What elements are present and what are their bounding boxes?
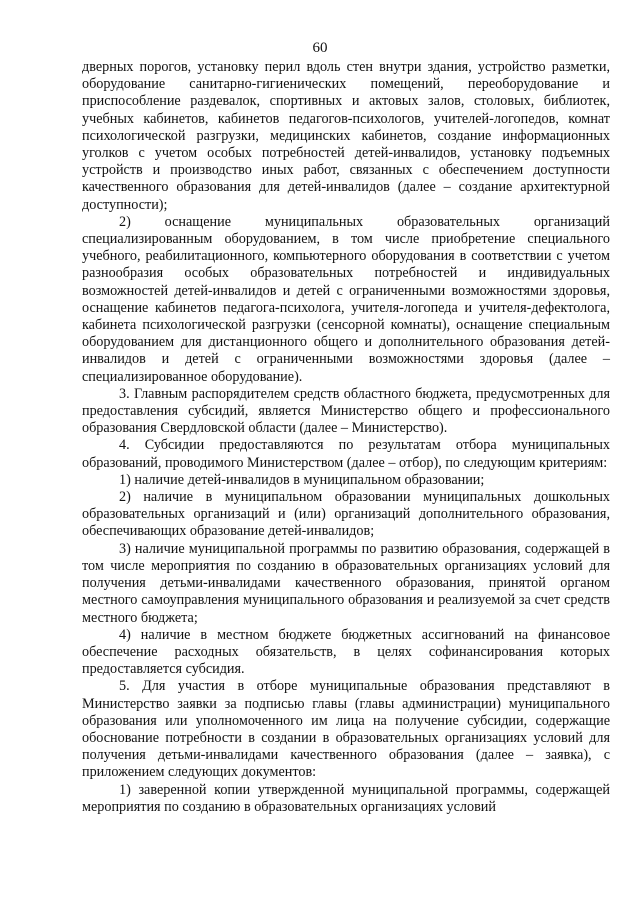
- paragraph-4-selection-criteria: 4. Субсидии предоставляются по результатам отбора муниципальных образований, проводимого Министерством (далее – отбор), по следующим критериям:: [82, 437, 610, 471]
- document-body: [82, 59, 610, 816]
- paragraph-3-main-manager: 3. Главным распорядителем средств областного бюджета, предусмотренных для предоставления субсидий, является Министерство общего и профессионального образования Свердловской области (далее – Министерство).: [82, 385, 610, 437]
- paragraph-continuation: дверных порогов, установку перил вдоль стен внутри здания, устройство разметки, оборудование санитарно-гигиенических помещений, переоборудование и приспособление раздевалок, спортивных и актовых залов, столовых, библиотек, учебных кабинетов, кабинетов педагогов-психологов, учителей-логопедов, комнат психологической разгрузки, медицинских кабинетов, создание информационных уголков с учетом особых потребностей детей-инвалидов, установку подъемных устройств и производство иных работ, связанных с обеспечением доступности качественного образования для детей-инвалидов (далее – создание архитектурной доступности);: [82, 59, 610, 213]
- criterion-3: 3) наличие муниципальной программы по развитию образования, содержащей в том числе мероприятия по созданию в образовательных организациях условий для получения детьми-инвалидами качественного образования, принятой органом местного самоуправления муниципального образования и реализуемой за счет средств местного бюджета;: [82, 540, 610, 626]
- criterion-1: 1) наличие детей-инвалидов в муниципальном образовании;: [119, 471, 485, 488]
- criterion-2: 2) наличие в муниципальном образовании муниципальных дошкольных образовательных организаций и (или) организаций дополнительного образования, обеспечивающих образование детей-инвалидов;: [82, 489, 610, 540]
- paragraph-5-application: 5. Для участия в отборе муниципальные образования представляют в Министерство заявки за подписью главы (главы администрации) муниципального образования или уполномоченного им лица на получение субсидии, содержащие обоснование потребности в создании в образовательных организациях условий для получения детьми-инвалидами качественного образования (далее – заявка), с приложением следующих документов:: [82, 678, 610, 781]
- paragraph-item-2-equipment: 2) оснащение муниципальных образовательных организаций специализированным оборудованием, в том числе приобретение специального учебного, реабилитационного, компьютерного оборудования в соответствии с учетом разнообразия особых образовательных потребностей и индивидуальных возможностей детей-инвалидов и детей с ограниченными возможностями здоровья, оснащение кабинетов педагога-психолога, учителя-логопеда и учителя-дефектолога, кабинета психологической разгрузки (сенсорной комнаты), оснащение специальным оборудованием для дистанционного общего и дополнительного образования детей-инвалидов и детей с ограниченными возможностями здоровья (далее – специализированное оборудование).: [82, 213, 610, 385]
- criterion-4: 4) наличие в местном бюджете бюджетных ассигнований на финансовое обеспечение расходных обязательств, в целях софинансирования которых предоставляется субсидия.: [82, 626, 610, 678]
- page-number: 60: [312, 40, 328, 56]
- document-item-1: 1) заверенной копии утвержденной муниципальной программы, содержащей мероприятия по созданию в образовательных организациях условий: [82, 781, 610, 815]
